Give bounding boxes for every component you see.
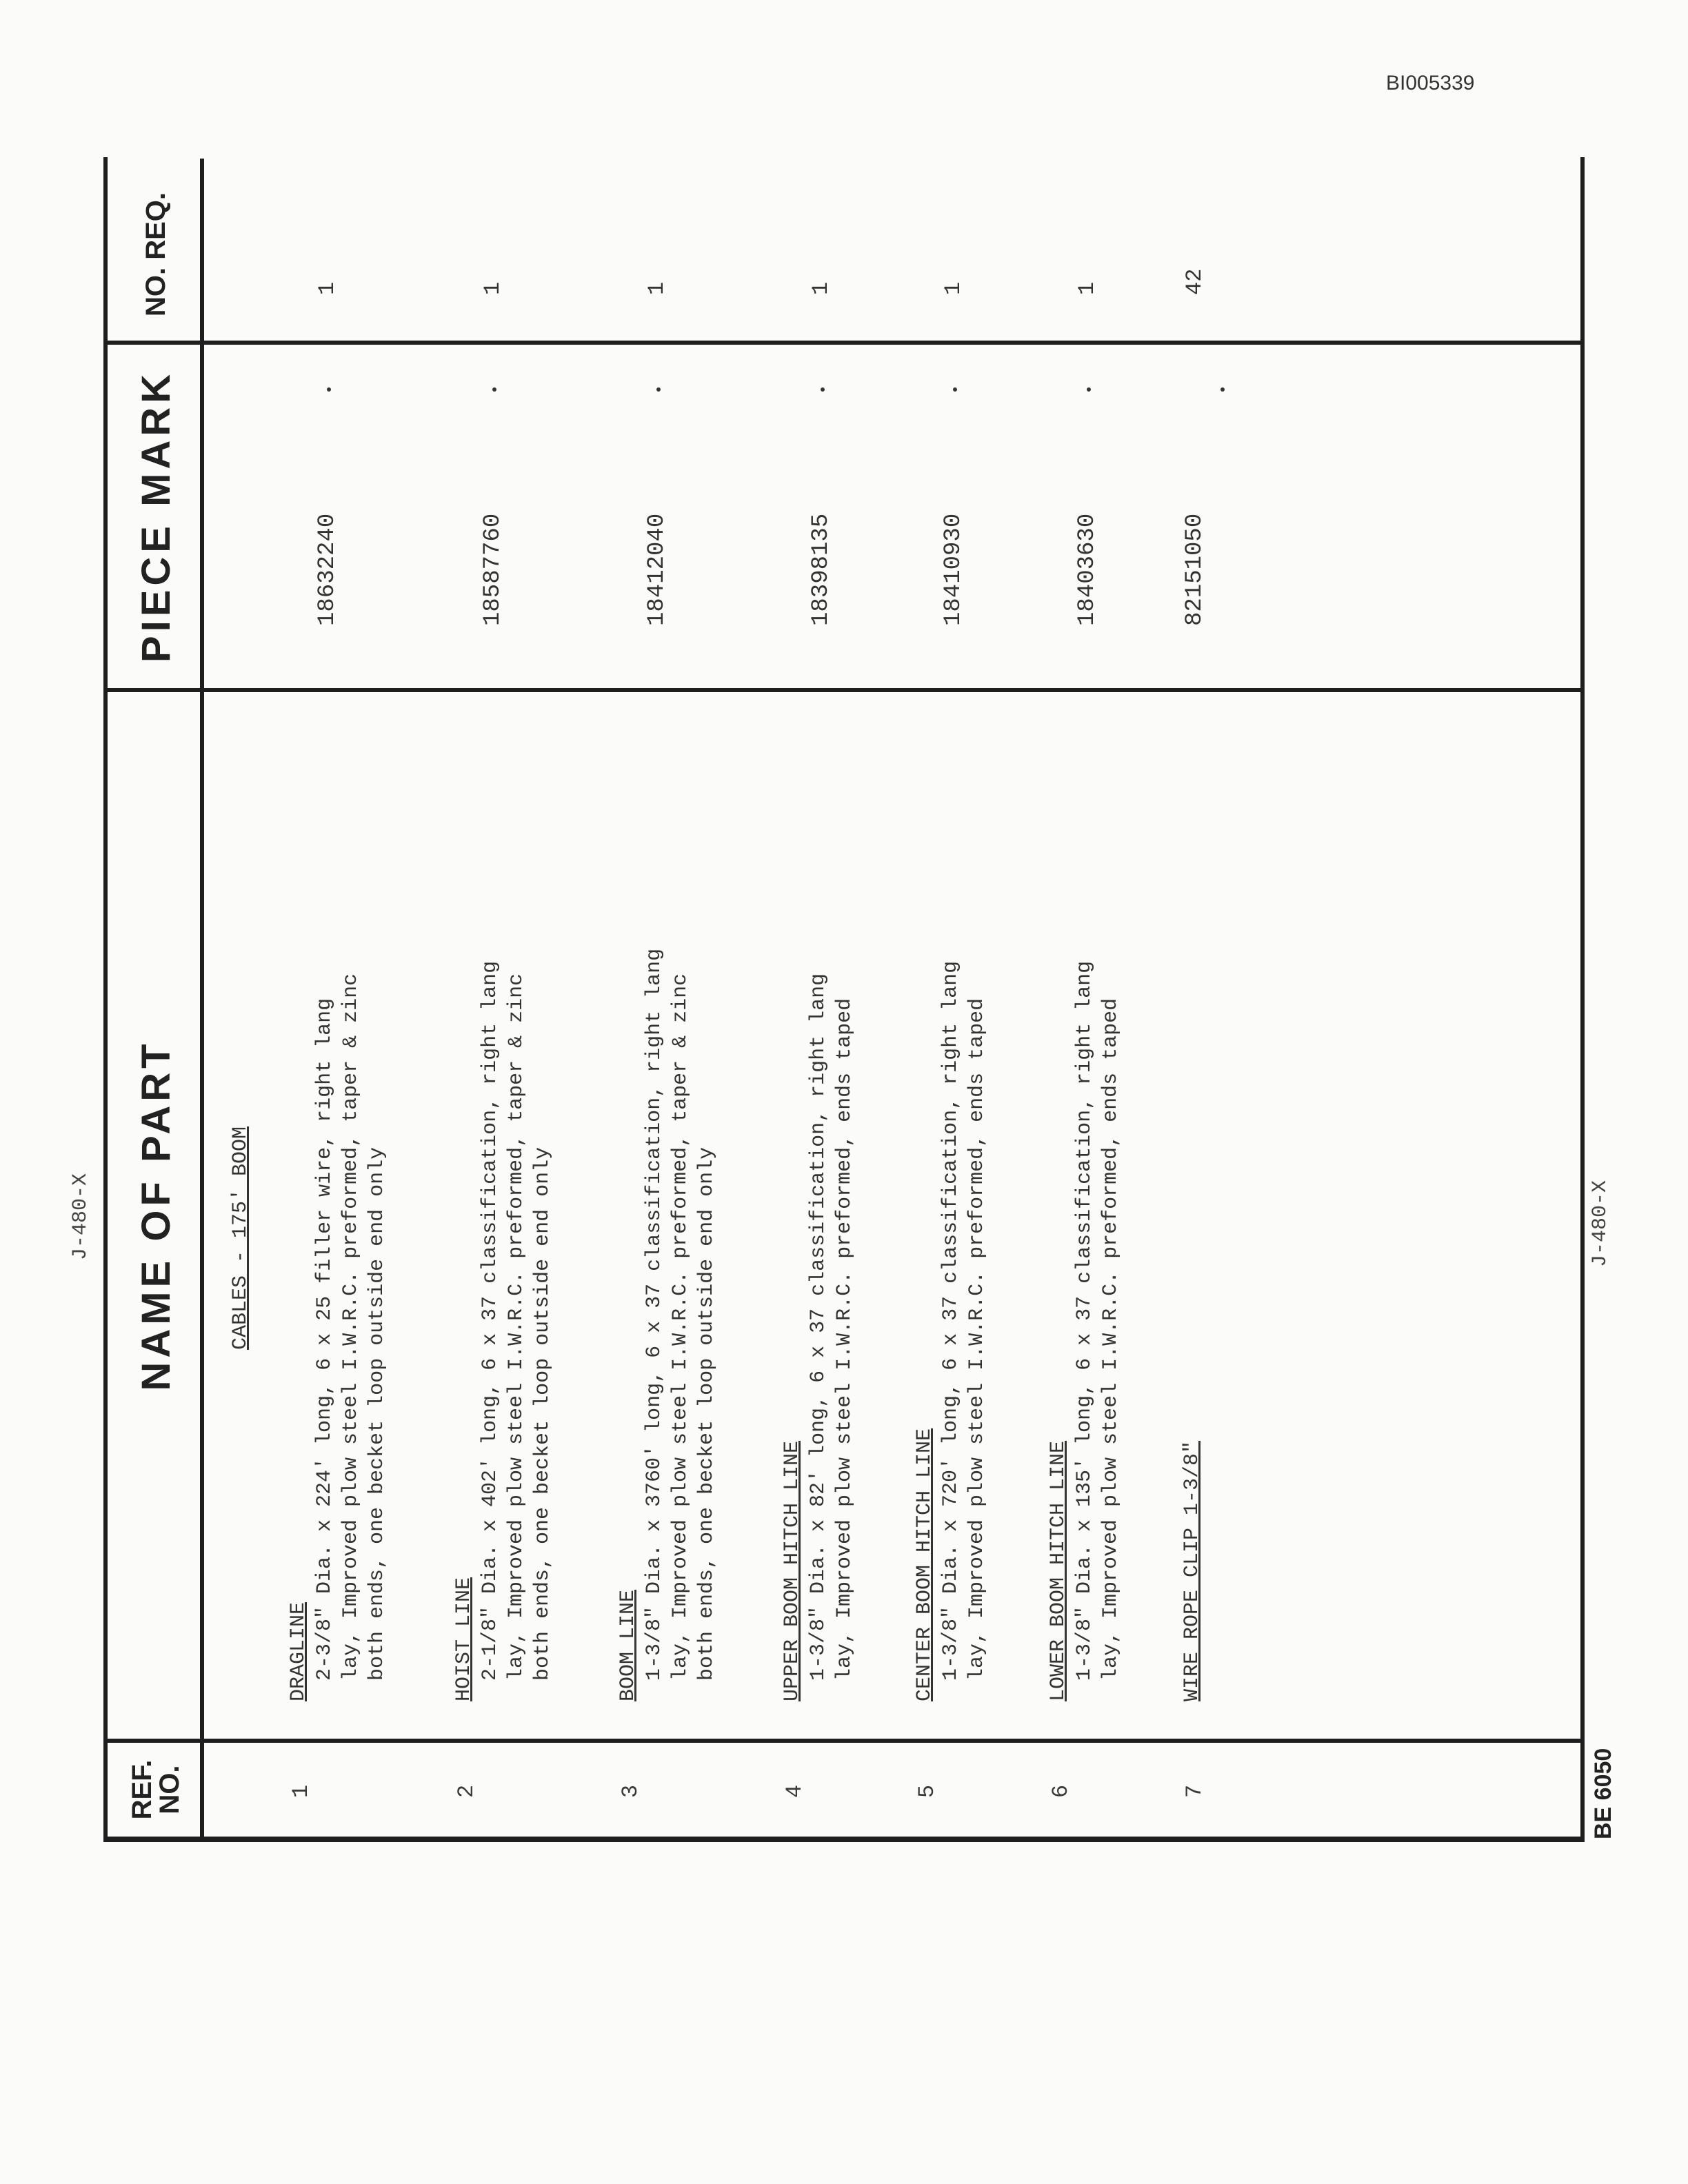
section-title: CABLES - 175' BOOM <box>229 1126 252 1350</box>
column-divider-piece <box>103 341 1583 345</box>
part-description <box>1179 1441 1205 1701</box>
piece-mark: 18412040 <box>644 513 670 626</box>
header-no-req: NO. REQ. <box>141 192 171 317</box>
part-description <box>451 961 556 1701</box>
leader-dot <box>1087 387 1091 392</box>
ref-number: 2 <box>454 1784 479 1798</box>
ref-number: 7 <box>1182 1784 1207 1798</box>
leader-dot <box>1220 387 1225 392</box>
leader-dot <box>821 387 825 392</box>
piece-mark: 18398135 <box>808 513 834 626</box>
part-spec-line: both ends, one becket loop outside end only <box>695 1146 719 1681</box>
part-spec-line: lay, Improved plow steel I.W.R.C. preformed, taper & zinc <box>339 973 363 1681</box>
quantity-required: 1 <box>808 281 834 295</box>
quantity-required: 1 <box>480 281 505 295</box>
piece-mark: 18632240 <box>314 513 341 626</box>
part-spec-line: 1-3/8" Dia. x 3760' long, 6 x 37 classification, right lang <box>643 948 666 1681</box>
ref-number: 4 <box>782 1784 807 1798</box>
ref-number: 1 <box>288 1784 314 1798</box>
document-id: BI005339 <box>1386 72 1475 94</box>
leader-dot <box>656 387 661 392</box>
part-title: BOOM LINE <box>616 1589 640 1701</box>
piece-mark: 18403630 <box>1074 513 1101 626</box>
part-spec-line: lay, Improved plow steel I.W.R.C. preformed, taper & zinc <box>505 973 528 1681</box>
part-title: HOIST LINE <box>452 1577 476 1701</box>
piece-mark: 82151050 <box>1182 513 1208 626</box>
ref-number: 6 <box>1048 1784 1074 1798</box>
part-spec-line: 1-3/8" Dia. x 135' long, 6 x 37 classification, right lang <box>1073 960 1096 1681</box>
leader-dot <box>492 387 496 392</box>
part-spec-line: lay, Improved plow steel I.W.R.C. preformed, ends taped <box>1099 998 1123 1681</box>
part-spec-line: both ends, one becket loop outside end only <box>531 1146 554 1681</box>
header-ref-no: REF. NO. <box>127 1759 185 1820</box>
part-spec-line: lay, Improved plow steel I.W.R.C. preformed, ends taped <box>965 998 989 1681</box>
header-name-of-part: NAME OF PART <box>133 1040 179 1391</box>
part-title: DRAGLINE <box>287 1601 310 1701</box>
part-description <box>615 949 720 1701</box>
model-label-top: J-480-X <box>69 1173 92 1260</box>
part-description <box>779 973 858 1701</box>
ref-number: 5 <box>914 1784 940 1798</box>
column-divider-ref <box>103 1739 1583 1743</box>
quantity-required: 42 <box>1182 268 1207 295</box>
part-title: UPPER BOOM HITCH LINE <box>781 1440 804 1701</box>
column-divider-name <box>103 688 1583 692</box>
ref-number: 3 <box>618 1784 643 1798</box>
part-spec-line: both ends, one becket loop outside end only <box>365 1146 389 1681</box>
part-title: CENTER BOOM HITCH LINE <box>913 1428 936 1701</box>
quantity-required: 1 <box>314 281 340 295</box>
part-spec-line: lay, Improved plow steel I.W.R.C. preformed, ends taped <box>833 998 856 1681</box>
part-description <box>1045 961 1124 1701</box>
piece-mark: 18587760 <box>480 513 506 626</box>
leader-dot <box>953 387 957 392</box>
part-title: WIRE ROPE CLIP 1-3/8" <box>1180 1440 1204 1701</box>
part-description <box>912 961 990 1701</box>
part-spec-line: 1-3/8" Dia. x 82' long, 6 x 37 classification, right lang <box>807 973 830 1681</box>
quantity-required: 1 <box>644 281 670 295</box>
leader-dot <box>327 387 331 392</box>
part-spec-line: 2-3/8" Dia. x 224' long, 6 x 25 filler wire, right lang <box>313 998 336 1681</box>
quantity-required: 1 <box>941 281 966 295</box>
form-number: BE 6050 <box>1590 1748 1616 1839</box>
part-spec-line: 1-3/8" Dia. x 720' long, 6 x 37 classification, right lang <box>939 960 963 1681</box>
model-label-bottom: J-480-X <box>1589 1180 1612 1267</box>
header-piece-mark: PIECE MARK <box>133 370 179 663</box>
part-spec-line: 2-1/8" Dia. x 402' long, 6 x 37 classification, right lang <box>479 960 502 1681</box>
quantity-required: 1 <box>1074 281 1100 295</box>
piece-mark: 18410930 <box>941 513 967 626</box>
part-spec-line: lay, Improved plow steel I.W.R.C. preformed, taper & zinc <box>669 973 692 1681</box>
header-divider <box>200 159 204 1842</box>
part-title: LOWER BOOM HITCH LINE <box>1047 1440 1070 1701</box>
part-description <box>285 973 390 1701</box>
